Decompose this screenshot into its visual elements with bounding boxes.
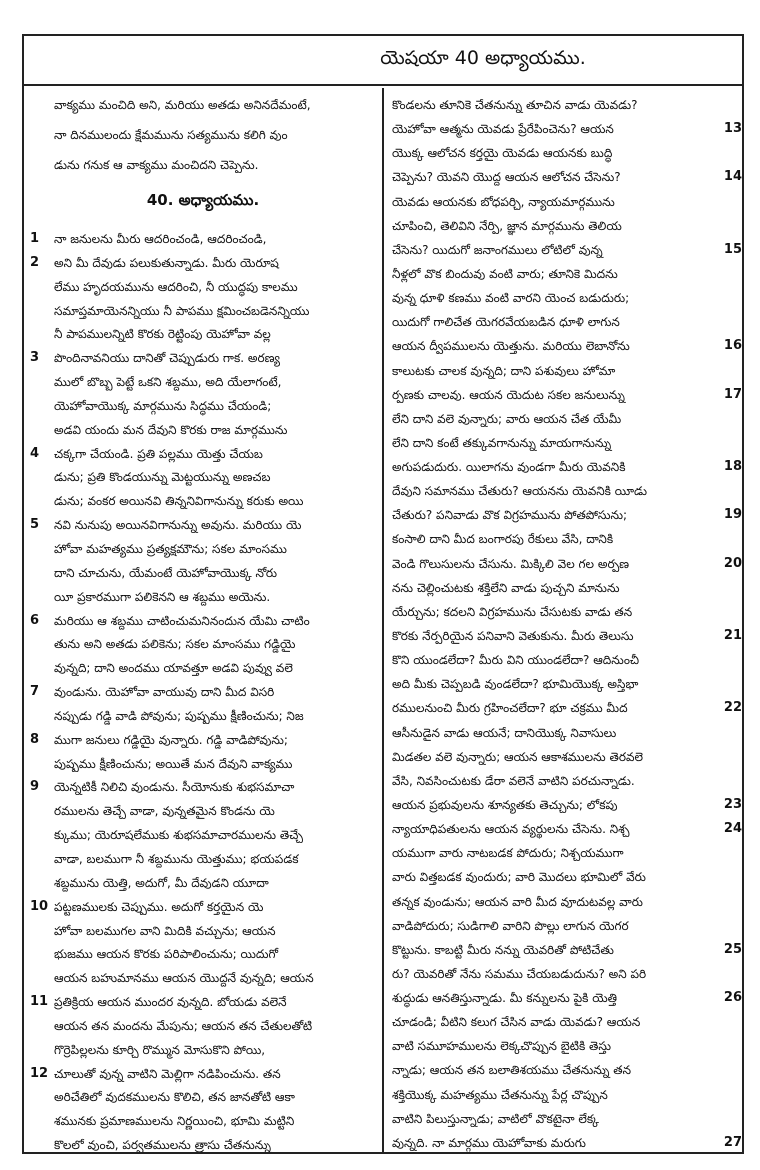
verse-text: హోవా బలముగల వాని మిదికి వచ్చును; ఆయన bbox=[54, 924, 276, 938]
verse-text: చెప్పెను? యెవని యొద్ద ఆయన ఆలోచన చేసెను? bbox=[392, 170, 621, 184]
verse-number: 25 bbox=[723, 942, 742, 957]
intro-line bbox=[24, 150, 382, 180]
intro-text: వాక్యము మంచిది అని, మరియు అతడు అనినదేమంటే, bbox=[54, 98, 311, 112]
verse-number: 22 bbox=[723, 700, 742, 715]
verse-text: దేవుని సమానము చేతురు? ఆయనను యెవనికి యీడు bbox=[392, 484, 648, 498]
verse-number: 5 bbox=[30, 517, 40, 532]
intro-text: డును గనుక ఆ వాక్యము మంచిదని చెప్పెను. bbox=[54, 158, 259, 172]
verse-text: కొలలో వుంచి, పర్వతములను త్రాసు చేతనున్ను bbox=[54, 1138, 271, 1152]
verse-number: 9 bbox=[30, 779, 40, 794]
text-line bbox=[386, 1128, 744, 1152]
verse-text: చూడండి; వీటిని కలుగ చేసిన వాడు యెవడు? ఆయన bbox=[392, 1015, 641, 1029]
verse-number: 11 bbox=[30, 994, 49, 1009]
verse-text: వెండి గొలుసులను చేసును. మిక్కిలి వెల గల అర్పణ bbox=[392, 557, 630, 571]
verse-text: లేని దాని కంటే తక్కువగానున్ను మాయగానున్ను bbox=[392, 436, 612, 450]
verse-text: ఆసీనుడైన వాడు ఆయనే; దానియొక్క నివాసులు bbox=[392, 726, 617, 740]
verse-text: కొండలను తూనికె చేతనున్ను తూచిన వాడు యెవడు? bbox=[392, 98, 638, 112]
verse-number: 1 bbox=[30, 231, 40, 246]
verse-number: 18 bbox=[723, 459, 742, 474]
verse-text: శబ్దమును యెత్తి, అదుగో, మీ దేవుడని యూదా bbox=[54, 876, 269, 890]
verse-number: 13 bbox=[723, 121, 742, 136]
verse-text: భుజము ఆయన కొరకు పరిపాలించును; యిదుగో bbox=[54, 947, 279, 961]
verse-number: 24 bbox=[723, 821, 742, 836]
verse-text: యీ ప్రకారముగా పలికెనని ఆ శబ్దము అయెను. bbox=[54, 590, 271, 604]
verse-text: న్యాయాధిపతులను ఆయన వ్యర్థులను చేసెను. నిశ్చ bbox=[392, 822, 630, 836]
verse-number: 20 bbox=[723, 556, 742, 571]
verse-text: అరిచేతిలో వుదకములను కొలిచి, తన జానతోటి ఆకా bbox=[54, 1090, 295, 1104]
verse-text: తును అని అతడు పలికెను; సకల మాంసము గడ్డియై bbox=[54, 637, 296, 651]
verse-text: రములనుంచి మీరు గ్రహించలేదా? భూ చక్రము మీద bbox=[392, 701, 628, 715]
verse-number: 26 bbox=[723, 990, 742, 1005]
verse-number: 21 bbox=[723, 628, 742, 643]
verse-text: యెహోవాయొక్క మార్గమును సిద్ధము చేయండి; bbox=[54, 399, 272, 413]
verse-number: 23 bbox=[723, 797, 742, 812]
verse-text: చేతురు? పనివాడు వొక విగ్రహమును పోతపోసును; bbox=[392, 508, 628, 522]
verse-text: కొని యుండలేదా? మీరు విని యుండలేదా? ఆదినుంచీ bbox=[392, 653, 640, 667]
verse-number: 16 bbox=[723, 338, 742, 353]
verse-text: కంసాలి దాని మీద బంగారపు రేకులు వేసి, దానికి bbox=[392, 532, 614, 546]
verse-text: శమునకు ప్రమాణములను నిర్ణయించి, భూమి మట్టిని bbox=[54, 1114, 295, 1128]
verse-text: వున్నది; దాని అందము యావత్తూ అడవి పువ్వు వలె bbox=[54, 661, 293, 675]
verse-text: డును; వంకర అయినవి తిన్ననివిగానున్ను కరుకు అయి bbox=[54, 494, 304, 508]
verse-number: 6 bbox=[30, 613, 40, 628]
verse-text: తన్నక వుండును; ఆయన వారి మీద వూదుటవల్ల వారు bbox=[392, 895, 643, 909]
verse-text: న్నాడు; ఆయన తన బలాతిశయము చేతనున్ను తన bbox=[392, 1063, 632, 1077]
verse-text: ఆయన ప్రభువులను శూన్యతకు తెచ్చును; లోకపు bbox=[392, 798, 618, 812]
verse-text: పుష్పము క్షీణించును; అయితే మన దేవుని వాక్యము bbox=[54, 757, 293, 771]
verse-text: కాలుటకు చాలక వున్నది; దాని పశువులు హోమా bbox=[392, 364, 616, 378]
verse-text: క్కుము; యెరూషలేముకు శుభసమాచారములను తెచ్చే bbox=[54, 828, 304, 842]
verse-text: పొందినావనియు దానితో చెప్పుడురు గాక. అరణ్య bbox=[54, 351, 280, 365]
verse-text: రు? యెవరితో నేను సమము చేయబడుదును? అని పరి bbox=[392, 967, 647, 981]
text-line bbox=[24, 1130, 382, 1152]
verse-text: మిడతల వలె వున్నారు; ఆయన ఆకాశములను తెరవలె bbox=[392, 750, 643, 764]
verse-text: నప్పుడు గడ్డి వాడి పోవును; పుష్పము క్షీణించును; నిజ bbox=[54, 709, 304, 723]
verse-text: నా జనులను మీరు ఆదరించండి, ఆదరించండి, bbox=[54, 232, 267, 246]
verse-text: ఆయన బహుమానము ఆయన యొద్దనే వున్నది; ఆయన bbox=[54, 971, 314, 985]
verse-text: చూలుతో వున్న వాటిని మెల్లిగా నడిపించును. తన bbox=[54, 1067, 281, 1081]
verse-number: 12 bbox=[30, 1066, 49, 1081]
verse-text: అని మీ దేవుడు పలుకుతున్నాడు. మీరు యెరూష bbox=[54, 256, 279, 270]
verse-text: వున్నది. నా మార్గము యెహోవాకు మరుగు bbox=[392, 1136, 586, 1150]
verse-number: 3 bbox=[30, 350, 40, 365]
verse-text: వాడా, బలముగా నీ శబ్దమును యెత్తుము; భయపడక bbox=[54, 852, 299, 866]
verse-number: 17 bbox=[723, 387, 742, 402]
verse-number: 19 bbox=[723, 507, 742, 522]
verse-number: 2 bbox=[30, 255, 40, 270]
verse-text: అది మీకు చెప్పబడి వుండలేదా? భూమియొక్క అస్తిభా bbox=[392, 677, 639, 691]
verse-text: యెహోవా ఆత్మను యెవడు ప్రేరేపించెను? ఆయన bbox=[392, 122, 614, 136]
chapter-heading: 40. అధ్యాయము. bbox=[146, 191, 260, 209]
verse-text: ప్రతిక్రియ ఆయన ముందర వున్నది. బోయడు వలెనే bbox=[54, 995, 287, 1009]
verse-number: 7 bbox=[30, 684, 40, 699]
verse-text: యెవడు ఆయనకు బోధపర్చి, న్యాయమార్గమును bbox=[392, 195, 615, 209]
verse-text: యముగా వారు నాటబడక పోదురు; నిశ్చయముగా bbox=[392, 846, 624, 860]
verse-text: చేసెను? యిదుగో జనాంగములు లోటిలో వున్న bbox=[392, 243, 603, 257]
verse-text: వేసి, నివసించుటకు డేరా వలెనే వాటిని పరచున్నాడు. bbox=[392, 774, 635, 788]
verse-number: 10 bbox=[30, 899, 49, 914]
verse-text: నవి నునుపు అయినవిగానున్ను అవును. మరియు యె bbox=[54, 518, 302, 532]
verse-text: చూపించి, తెలివిని నేర్పి, జ్ఞాన మార్గమును తెలియ bbox=[392, 219, 622, 233]
verse-text: కొట్టును. కాబట్టి మీరు నన్ను యెవరితో పోటిచేతు bbox=[392, 943, 614, 957]
verse-text: శుద్ధుడు ఆనతిస్తున్నాడు. మీ కన్నులను పైకి యెత్తి bbox=[392, 991, 618, 1005]
verse-text: వుండును. యెహోవా వాయువు దాని మీద విసరి bbox=[54, 685, 275, 699]
intro-text: నా దినములందు క్షేమమును సత్యమును కలిగి వుం bbox=[54, 128, 288, 142]
verse-text: ఆయన తన మందను మేపును; ఆయన తన చేతులతోటి bbox=[54, 1019, 313, 1033]
left-column bbox=[24, 88, 384, 1152]
scripture-page bbox=[22, 34, 744, 1154]
page-header bbox=[24, 36, 742, 86]
verse-text: యెన్నటికీ నిలిచి వుండును. సీయోనుకు శుభసమాచా bbox=[54, 780, 295, 794]
verse-text: ముగా జనులు గడ్డియై వున్నారు. గడ్డి వాడిపోవును; bbox=[54, 733, 288, 747]
intro-line bbox=[24, 120, 382, 150]
verse-text: యొక్క ఆలోచన కర్తయై యెవడు ఆయనకు బుద్ధి bbox=[392, 146, 613, 160]
verse-text: పట్టణములకు చెప్పుము. అదుగో కర్తయైన యె bbox=[54, 900, 264, 914]
verse-number: 8 bbox=[30, 732, 40, 747]
verse-text: నను చెల్లించుటకు శక్తిలేని వాడు పుచ్చని మానును bbox=[392, 581, 620, 595]
verse-number: 15 bbox=[723, 242, 742, 257]
verse-number: 14 bbox=[723, 169, 742, 184]
verse-text: లేని దాని వలె వున్నారు; వారు ఆయన చేత యేమీ bbox=[392, 412, 622, 426]
verse-text: నీళ్లలో వొక బిందువు వంటి వారు; తూనికె మిదను bbox=[392, 267, 618, 281]
verse-text: మరియు ఆ శబ్దము చాటించుమనినందున యేమి చాటిం bbox=[54, 614, 310, 628]
verse-text: లేము హృదయమును ఆదరించి, నీ యుద్ధపు కాలము bbox=[54, 280, 298, 294]
verse-text: గొర్రెపిల్లలను కూర్చి రొమ్మున మోసుకొని పోయి, bbox=[54, 1043, 266, 1057]
intro-line bbox=[24, 90, 382, 120]
verse-text: వాడిపోదురు; సుడిగాలి వారిని పొల్లు లాగున యెగర bbox=[392, 919, 629, 933]
verse-text: నీ పాపములన్నిటి కొరకు రెట్టింపు యెహోవా వల్ల bbox=[54, 327, 271, 341]
verse-text: వాటిని పిలుస్తున్నాడు; వాటిలో వొకటైనా లేక్క bbox=[392, 1112, 599, 1126]
verse-number: 27 bbox=[723, 1135, 742, 1150]
verse-text: కొరకు నేర్పరియైన పనివాని వెతుకును. మీరు తెలుసు bbox=[392, 629, 634, 643]
verse-text: అగుపడుదురు. యిలాగను వుండగా మీరు యెవనికి bbox=[392, 460, 626, 474]
verse-text: వాటి సమూహములను లెక్కచొప్పున బైటికి తెస్తు bbox=[392, 1039, 611, 1053]
verse-text: రములను తెచ్చే వాడా, వున్నతమైన కొండను యె bbox=[54, 804, 275, 818]
right-column bbox=[386, 88, 744, 1152]
verse-text: అడవి యందు మన దేవుని కొరకు రాజ మార్గమును bbox=[54, 423, 288, 437]
verse-text: ములో బొబ్బ పెట్టే ఒకని శబ్దము, అది యేలాగంటే, bbox=[54, 375, 282, 389]
page-title: యెషయా 40 అధ్యాయము. bbox=[380, 46, 586, 69]
verse-text: శక్తియొక్క మహత్యము చేతనున్ను పేర్ల చొప్పున bbox=[392, 1088, 608, 1102]
verse-text: చక్కగా చేయండి. ప్రతి పల్లము యెత్తు చేయబ bbox=[54, 447, 263, 461]
verse-text: డును; ప్రతి కొండయున్ను మెట్టయున్ను అణచబ bbox=[54, 470, 271, 484]
verse-text: యిదుగో గాలిచేత యెగరవేయబడిన ధూళి లాగున bbox=[392, 315, 620, 329]
verse-number: 4 bbox=[30, 446, 40, 461]
verse-text: దాని చూచును, యేమంటే యెహోవాయొక్క నోరు bbox=[54, 566, 278, 580]
verse-text: ఆయన ద్వీపములను యెత్తును. మరియు లెబానోను bbox=[392, 339, 630, 353]
verse-text: ర్పణకు చాలవు. ఆయన యెదుట సకల జనులున్ను bbox=[392, 388, 625, 402]
verse-text: వున్న ధూళి కణము వంటి వారని యెంచ బడుదురు; bbox=[392, 291, 630, 305]
verse-text: సమాప్తమాయెనన్నియు నీ పాపము క్షమించబడెనన్నియు bbox=[54, 304, 310, 318]
verse-text: హోవా మహత్యము ప్రత్యక్షమౌను; సకల మాంసము bbox=[54, 542, 287, 556]
verse-text: యేర్చును; కదలని విగ్రహమును చేసుటకు వాడు తన bbox=[392, 605, 633, 619]
verse-text: వారు విత్తబడక వుందురు; వారి మొదలు భూమిలో వేరు bbox=[392, 870, 646, 884]
